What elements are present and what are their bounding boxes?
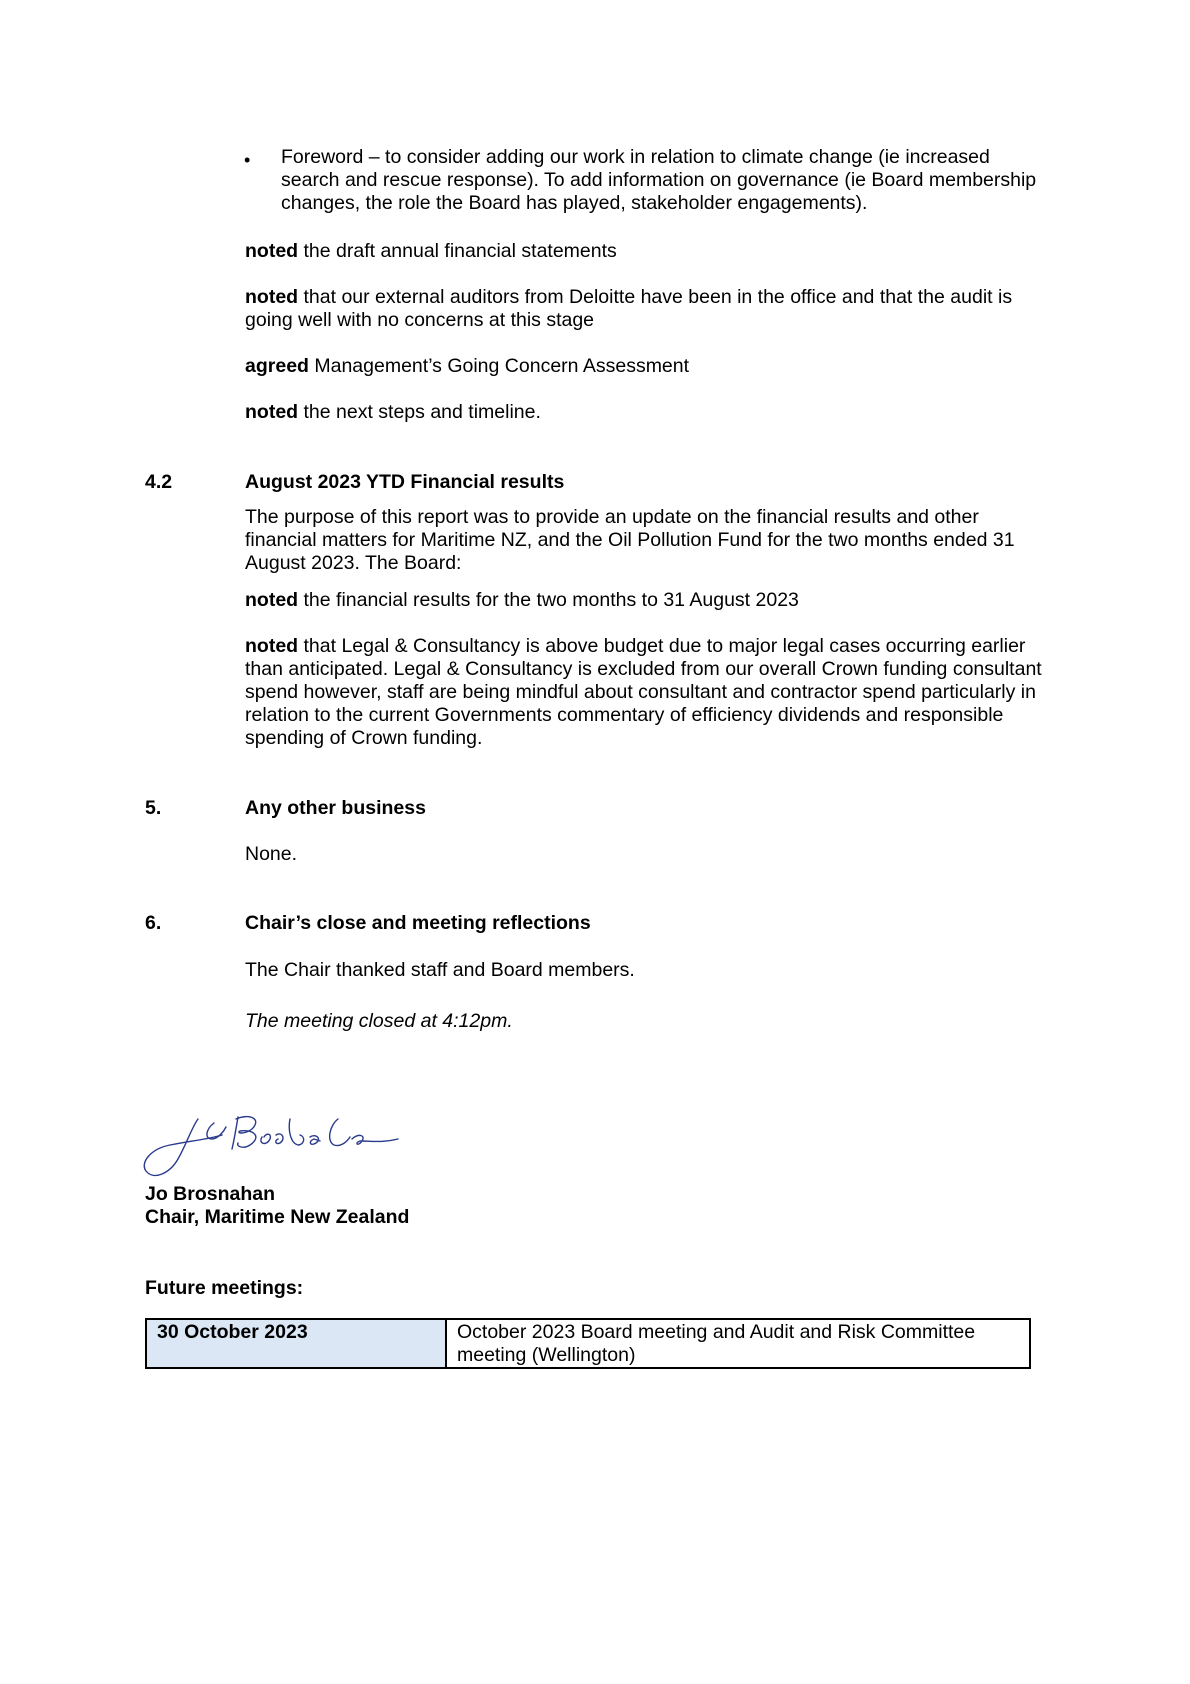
resolution-text: the draft annual financial statements bbox=[298, 240, 617, 262]
signatory-name: Jo Brosnahan bbox=[145, 1183, 276, 1205]
resolution-text: Management’s Going Concern Assessment bbox=[308, 355, 690, 377]
closing-note: The meeting closed at 4:12pm. bbox=[245, 1010, 513, 1032]
signature-image bbox=[140, 1105, 400, 1185]
section-heading: Chair’s close and meeting reflections bbox=[245, 912, 591, 934]
resolution-keyword: noted bbox=[245, 401, 299, 423]
section-heading: Any other business bbox=[245, 797, 426, 819]
section-body: None. bbox=[245, 843, 298, 865]
section-number: 4.2 bbox=[145, 471, 173, 493]
resolution-keyword: noted bbox=[245, 286, 299, 308]
signatory-role: Chair, Maritime New Zealand bbox=[145, 1206, 410, 1228]
resolution-item bbox=[245, 355, 1055, 378]
bullet-foreword-text: Foreword – to consider adding our work in relation to climate change (ie increased search and rescue response). To add information on governance (ie Board membership changes, the role the Board has played, stakeholder engagements). bbox=[281, 146, 1037, 214]
resolution-item bbox=[245, 286, 1045, 332]
future-meetings-label: Future meetings: bbox=[145, 1277, 304, 1299]
resolution-item bbox=[245, 589, 1055, 612]
section-heading: August 2023 YTD Financial results bbox=[245, 471, 565, 493]
section-body: The Chair thanked staff and Board members. bbox=[245, 959, 635, 981]
resolution-keyword: noted bbox=[245, 589, 299, 611]
resolution-item bbox=[245, 401, 1055, 424]
signatory bbox=[145, 1183, 409, 1229]
bullet-marker: • bbox=[244, 150, 251, 170]
resolution-keyword: noted bbox=[245, 635, 299, 657]
section-number: 5. bbox=[145, 797, 162, 819]
future-meetings-table bbox=[145, 1318, 1031, 1369]
section-intro: The purpose of this report was to provide an update on the financial results and other financial matters for Maritime NZ, and the Oil Pollution Fund for the two months ended 31 August 2023. The Board: bbox=[245, 506, 1015, 574]
resolution-text: the financial results for the two months to 31 August 2023 bbox=[298, 589, 799, 611]
resolution-keyword: agreed bbox=[245, 355, 309, 377]
table-row bbox=[146, 1319, 1030, 1368]
section-number: 6. bbox=[145, 912, 162, 934]
resolution-text: that our external auditors from Deloitte have been in the office and that the audit is going well with no concerns at this stage bbox=[245, 286, 1013, 331]
meeting-date: 30 October 2023 bbox=[146, 1319, 446, 1368]
resolution-text: the next steps and timeline. bbox=[298, 401, 541, 423]
resolution-keyword: noted bbox=[245, 240, 299, 262]
resolution-item bbox=[245, 635, 1060, 750]
meeting-description: October 2023 Board meeting and Audit and Risk Committee meeting (Wellington) bbox=[446, 1319, 1030, 1368]
resolution-item bbox=[245, 240, 1055, 263]
resolution-text: that Legal & Consultancy is above budget due to major legal cases occurring earlier than anticipated. Legal & Consultancy is excluded from our overall Crown funding consultant spend however, staff are being mindful about consultant and contractor spend particularly in relation to the current Governments commentary of efficiency dividends and responsible spending of Crown funding. bbox=[245, 635, 1042, 749]
